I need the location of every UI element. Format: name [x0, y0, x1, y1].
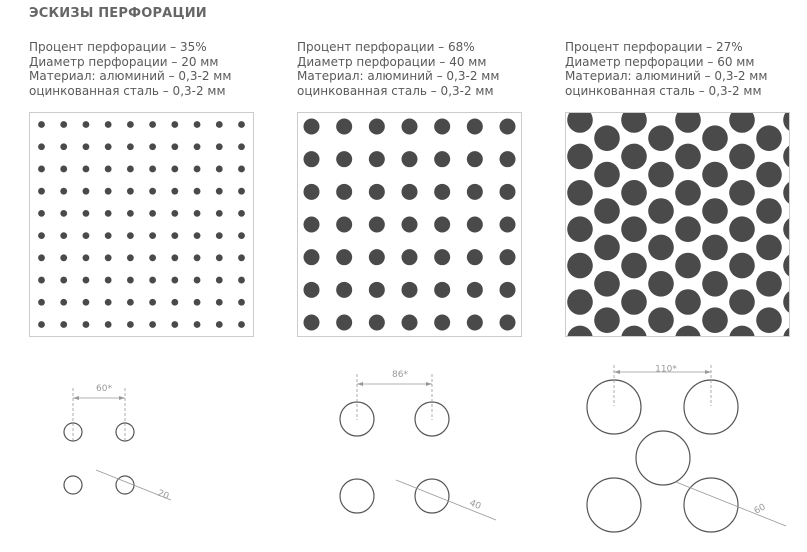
- perforation-hole: [621, 180, 647, 206]
- perforation-hole: [369, 184, 385, 200]
- spec-aluminium: Материал: алюминий – 0,3-2 мм: [297, 69, 500, 84]
- perforation-hole: [594, 235, 620, 261]
- perforation-hole: [434, 282, 450, 298]
- perforation-hole: [149, 299, 156, 306]
- perforation-hole: [60, 210, 67, 217]
- pitch-label: 86*: [392, 370, 408, 380]
- perforation-hole: [60, 166, 67, 173]
- perforation-hole: [105, 232, 112, 239]
- perforation-hole: [500, 315, 516, 331]
- perforation-hole: [756, 271, 782, 297]
- perforation-hole: [369, 217, 385, 233]
- perforation-hole: [127, 210, 134, 217]
- page-title: ЭСКИЗЫ ПЕРФОРАЦИИ: [29, 6, 207, 21]
- perforation-hole: [500, 151, 516, 167]
- perforation-hole: [434, 151, 450, 167]
- arrow-head: [614, 370, 620, 374]
- perforation-hole: [149, 166, 156, 173]
- spec-steel: оцинкованная сталь – 0,3-2 мм: [297, 83, 494, 98]
- perforation-hole: [783, 112, 790, 133]
- perforation-hole: [60, 299, 67, 306]
- perforation-hole: [238, 299, 245, 306]
- perforation-hole: [729, 112, 755, 133]
- perforation-hole: [105, 188, 112, 195]
- perforation-hole: [336, 151, 352, 167]
- perforation-hole: [648, 271, 674, 297]
- perforation-hole: [702, 198, 728, 224]
- pattern-panel-68: [297, 112, 522, 337]
- perforation-hole: [500, 119, 516, 135]
- perforation-hole: [621, 216, 647, 242]
- perforation-hole: [702, 125, 728, 151]
- perforation-hole: [216, 254, 223, 261]
- perforation-hole: [336, 184, 352, 200]
- dimension-sketch-20: [55, 362, 175, 512]
- perforation-hole: [83, 321, 90, 328]
- perforation-hole: [238, 232, 245, 239]
- hole-circle: [587, 478, 641, 532]
- perforation-hole: [38, 143, 45, 150]
- perforation-hole: [467, 151, 483, 167]
- perforation-hole: [756, 235, 782, 261]
- spec-aluminium: Материал: алюминий – 0,3-2 мм: [29, 69, 232, 84]
- diameter-leader-line: [676, 482, 786, 526]
- perforation-hole: [336, 282, 352, 298]
- perforation-hole: [127, 299, 134, 306]
- perforation-hole: [238, 143, 245, 150]
- perforation-hole: [149, 121, 156, 128]
- perforation-hole: [194, 232, 201, 239]
- perforation-hole: [83, 121, 90, 128]
- perforation-hole: [783, 216, 790, 242]
- perforation-hole: [304, 217, 320, 233]
- perforation-hole: [83, 188, 90, 195]
- perforation-hole: [621, 253, 647, 279]
- perforation-hole: [83, 166, 90, 173]
- perforation-hole: [783, 253, 790, 279]
- perforation-hole: [467, 217, 483, 233]
- perforation-hole: [402, 217, 418, 233]
- perforation-hole: [127, 277, 134, 284]
- perforation-hole: [194, 121, 201, 128]
- perforation-hole: [702, 271, 728, 297]
- perforation-hole: [171, 277, 178, 284]
- perforation-hole: [675, 180, 701, 206]
- perforation-hole: [38, 277, 45, 284]
- perforation-hole: [127, 321, 134, 328]
- perforation-hole: [783, 144, 790, 170]
- arrow-head: [119, 396, 125, 400]
- perforation-hole: [729, 180, 755, 206]
- perforation-hole: [783, 326, 790, 337]
- perforation-hole: [336, 315, 352, 331]
- perforation-hole: [105, 166, 112, 173]
- perforation-hole: [216, 277, 223, 284]
- perforation-hole: [149, 277, 156, 284]
- perforation-hole: [105, 299, 112, 306]
- perforation-hole: [216, 232, 223, 239]
- arrow-head: [705, 370, 711, 374]
- spec-block-3: [565, 40, 805, 98]
- diameter-label: 40: [467, 498, 483, 513]
- perforation-hole: [648, 235, 674, 261]
- perforation-hole: [127, 143, 134, 150]
- perforation-hole: [369, 315, 385, 331]
- perforation-hole: [467, 119, 483, 135]
- perforation-hole: [648, 125, 674, 151]
- perforation-hole: [500, 249, 516, 265]
- perforation-hole: [369, 249, 385, 265]
- spec-steel: оцинкованная сталь – 0,3-2 мм: [29, 83, 226, 98]
- perforation-hole: [149, 254, 156, 261]
- perforation-hole: [500, 282, 516, 298]
- perforation-hole: [216, 121, 223, 128]
- perforation-hole: [105, 210, 112, 217]
- perforation-holes: [565, 112, 790, 337]
- perforation-hole: [702, 307, 728, 333]
- perforation-hole: [105, 143, 112, 150]
- spec-diameter: Диаметр перфорации – 20 мм: [29, 54, 219, 69]
- hole-circle: [684, 478, 738, 532]
- perforation-hole: [127, 232, 134, 239]
- perforation-hole: [127, 166, 134, 173]
- perforation-hole: [621, 326, 647, 337]
- perforation-hole: [783, 289, 790, 315]
- perforation-hole: [402, 184, 418, 200]
- perforation-hole: [729, 253, 755, 279]
- arrow-head: [73, 396, 79, 400]
- perforation-hole: [500, 217, 516, 233]
- perforation-hole: [594, 198, 620, 224]
- arrow-head: [357, 382, 363, 386]
- perforation-hole: [434, 315, 450, 331]
- hole-circle: [636, 431, 690, 485]
- perforation-hole: [369, 119, 385, 135]
- perforation-hole: [648, 162, 674, 188]
- perforation-hole: [402, 119, 418, 135]
- perforation-hole: [729, 326, 755, 337]
- perforation-hole: [216, 166, 223, 173]
- perforation-hole: [756, 198, 782, 224]
- perforation-hole: [648, 198, 674, 224]
- perforation-hole: [60, 143, 67, 150]
- spec-block-2: [297, 40, 537, 98]
- perforation-hole: [675, 112, 701, 133]
- perforation-hole: [304, 151, 320, 167]
- perforation-hole: [216, 321, 223, 328]
- perforation-hole: [38, 188, 45, 195]
- perforation-hole: [83, 299, 90, 306]
- perforation-hole: [567, 253, 593, 279]
- spec-percent: Процент перфорации – 35%: [29, 40, 207, 54]
- perforation-hole: [216, 299, 223, 306]
- perforation-hole: [675, 253, 701, 279]
- perforation-hole: [702, 162, 728, 188]
- perforation-hole: [194, 188, 201, 195]
- perforation-hole: [467, 282, 483, 298]
- perforation-hole: [83, 277, 90, 284]
- perforation-hole: [149, 143, 156, 150]
- perforation-hole: [621, 144, 647, 170]
- perforation-hole: [238, 166, 245, 173]
- perforation-hole: [567, 326, 593, 337]
- perforation-hole: [171, 299, 178, 306]
- perforation-hole: [171, 321, 178, 328]
- perforation-hole: [38, 166, 45, 173]
- perforation-hole: [336, 249, 352, 265]
- perforation-hole: [105, 321, 112, 328]
- perforation-hole: [38, 210, 45, 217]
- perforation-hole: [434, 249, 450, 265]
- pattern-panel-27: [565, 112, 790, 337]
- perforation-hole: [402, 151, 418, 167]
- perforation-hole: [83, 254, 90, 261]
- perforation-hole: [60, 321, 67, 328]
- perforation-hole: [304, 315, 320, 331]
- perforation-hole: [105, 121, 112, 128]
- perforation-hole: [402, 249, 418, 265]
- perforation-hole: [702, 235, 728, 261]
- perforation-hole: [105, 254, 112, 261]
- perforation-hole: [171, 188, 178, 195]
- perforation-hole: [594, 162, 620, 188]
- perforation-hole: [149, 232, 156, 239]
- perforation-hole: [336, 217, 352, 233]
- perforation-hole: [127, 188, 134, 195]
- perforation-hole: [238, 321, 245, 328]
- perforation-hole: [38, 299, 45, 306]
- perforation-hole: [60, 188, 67, 195]
- perforation-hole: [567, 112, 593, 133]
- perforation-hole: [194, 299, 201, 306]
- perforation-hole: [194, 210, 201, 217]
- perforation-hole: [60, 232, 67, 239]
- perforation-hole: [171, 232, 178, 239]
- hole-circle: [587, 380, 641, 434]
- perforation-hole: [38, 254, 45, 261]
- perforation-hole: [675, 326, 701, 337]
- perforation-hole: [434, 217, 450, 233]
- perforation-hole: [38, 321, 45, 328]
- perforation-hole: [194, 321, 201, 328]
- perforation-holes: [304, 119, 516, 331]
- perforation-hole: [38, 121, 45, 128]
- perforation-hole: [238, 188, 245, 195]
- perforation-hole: [304, 249, 320, 265]
- perforation-hole: [594, 271, 620, 297]
- perforation-hole: [621, 289, 647, 315]
- perforation-hole: [756, 125, 782, 151]
- perforation-hole: [434, 119, 450, 135]
- perforation-hole: [238, 121, 245, 128]
- perforation-hole: [83, 210, 90, 217]
- perforation-hole: [500, 184, 516, 200]
- perforation-hole: [729, 216, 755, 242]
- spec-diameter: Диаметр перфорации – 60 мм: [565, 54, 755, 69]
- perforation-hole: [336, 119, 352, 135]
- perforation-hole: [83, 143, 90, 150]
- perforation-hole: [171, 121, 178, 128]
- spec-steel: оцинкованная сталь – 0,3-2 мм: [565, 83, 762, 98]
- spec-diameter: Диаметр перфорации – 40 мм: [297, 54, 487, 69]
- diameter-label: 20: [155, 488, 171, 503]
- perforation-hole: [194, 254, 201, 261]
- perforation-hole: [402, 282, 418, 298]
- perforation-hole: [194, 166, 201, 173]
- perforation-hole: [304, 282, 320, 298]
- spec-percent: Процент перфорации – 68%: [297, 40, 475, 54]
- pitch-label: 60*: [96, 384, 112, 394]
- perforation-hole: [304, 119, 320, 135]
- perforation-hole: [729, 289, 755, 315]
- perforation-hole: [567, 216, 593, 242]
- perforation-hole: [216, 188, 223, 195]
- perforation-hole: [567, 289, 593, 315]
- perforation-hole: [402, 315, 418, 331]
- spec-block-1: [29, 40, 269, 98]
- pattern-panel-35: [29, 112, 254, 337]
- perforation-hole: [105, 277, 112, 284]
- perforation-hole: [60, 121, 67, 128]
- perforation-hole: [783, 180, 790, 206]
- hole-circle: [64, 476, 82, 494]
- perforation-hole: [238, 254, 245, 261]
- perforation-hole: [467, 249, 483, 265]
- perforation-hole: [194, 277, 201, 284]
- pitch-label: 110*: [655, 364, 677, 375]
- perforation-hole: [216, 143, 223, 150]
- dimension-sketch-40: [330, 362, 500, 532]
- perforation-hole: [60, 254, 67, 261]
- perforation-hole: [149, 188, 156, 195]
- hole-circle: [415, 479, 449, 513]
- perforation-hole: [38, 232, 45, 239]
- perforation-hole: [594, 307, 620, 333]
- perforation-hole: [171, 210, 178, 217]
- perforation-hole: [756, 162, 782, 188]
- perforation-hole: [567, 144, 593, 170]
- perforation-hole: [127, 254, 134, 261]
- arrow-head: [426, 382, 432, 386]
- perforation-hole: [83, 232, 90, 239]
- perforation-hole: [467, 315, 483, 331]
- hole-circle: [340, 479, 374, 513]
- perforation-hole: [675, 144, 701, 170]
- perforation-hole: [729, 144, 755, 170]
- perforation-hole: [171, 166, 178, 173]
- perforation-hole: [434, 184, 450, 200]
- perforation-hole: [238, 277, 245, 284]
- perforation-hole: [216, 210, 223, 217]
- perforation-hole: [60, 277, 67, 284]
- perforation-hole: [238, 210, 245, 217]
- spec-percent: Процент перфорации – 27%: [565, 40, 743, 54]
- perforation-hole: [675, 216, 701, 242]
- perforation-hole: [149, 210, 156, 217]
- perforation-hole: [467, 184, 483, 200]
- spec-aluminium: Материал: алюминий – 0,3-2 мм: [565, 69, 768, 84]
- perforation-hole: [194, 143, 201, 150]
- perforation-holes: [38, 121, 245, 328]
- perforation-hole: [567, 180, 593, 206]
- perforation-hole: [127, 121, 134, 128]
- perforation-hole: [675, 289, 701, 315]
- perforation-hole: [621, 112, 647, 133]
- perforation-hole: [756, 307, 782, 333]
- perforation-hole: [369, 151, 385, 167]
- perforation-hole: [369, 282, 385, 298]
- perforation-hole: [594, 125, 620, 151]
- perforation-hole: [171, 143, 178, 150]
- perforation-hole: [149, 321, 156, 328]
- dimension-sketch-60: [580, 362, 795, 542]
- perforation-hole: [171, 254, 178, 261]
- diameter-label: 60: [752, 502, 768, 517]
- perforation-hole: [648, 307, 674, 333]
- perforation-hole: [304, 184, 320, 200]
- hole-circle: [684, 380, 738, 434]
